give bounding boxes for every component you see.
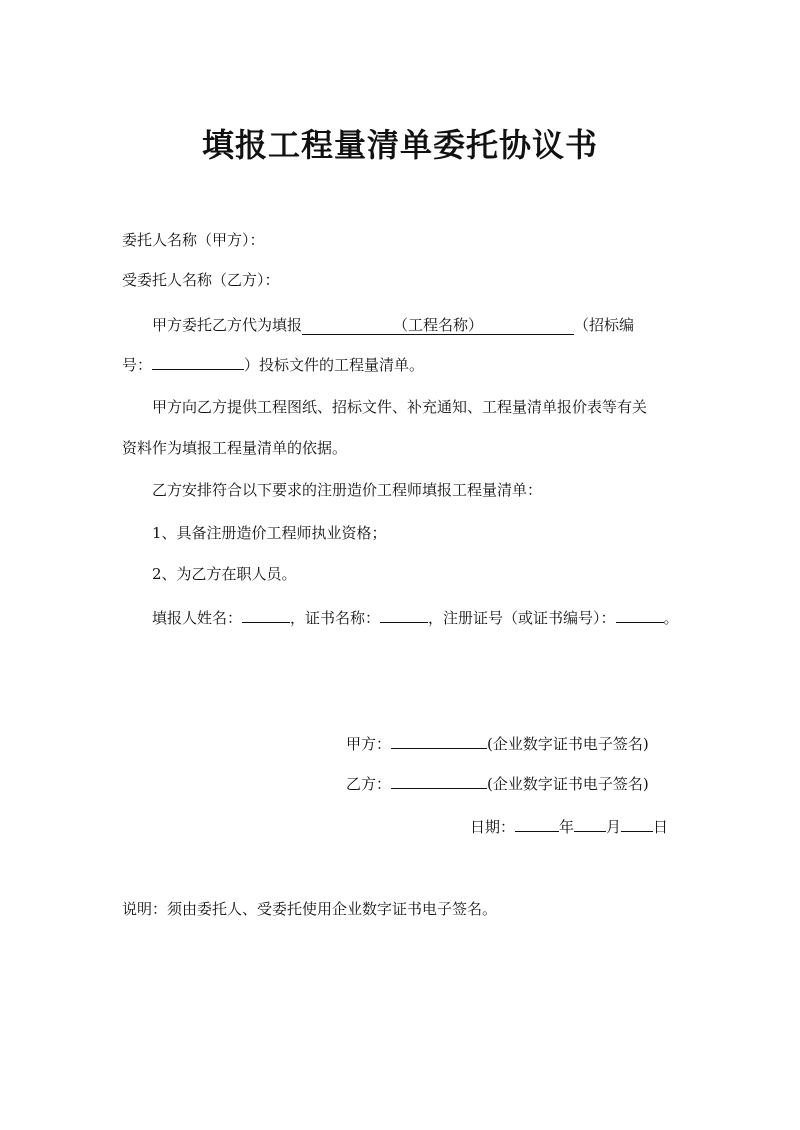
party-b-sign-note: (企业数字证书电子签名) bbox=[487, 775, 649, 793]
delegation-text: 甲方委托乙方代为填报 bbox=[152, 316, 303, 334]
number-label: 号： bbox=[122, 356, 153, 374]
note: 说明：须由委托人、受委托使用企业数字证书电子签名。 bbox=[122, 900, 498, 918]
cert-name-blank bbox=[380, 604, 428, 623]
party-a-label: 甲方： bbox=[346, 735, 392, 753]
reg-number-label: ，注册证号（或证书编号）： bbox=[428, 609, 616, 627]
party-b-blank bbox=[391, 770, 487, 789]
paragraph-materials-line1: 甲方向乙方提供工程图纸、招标文件、补充通知、工程量清单报价表等有关 bbox=[152, 398, 648, 416]
agent-label: 受委托人名称（乙方）： bbox=[122, 271, 280, 289]
filler-info-line bbox=[152, 604, 679, 630]
project-name-blank: （工程名称） bbox=[302, 316, 574, 335]
party-a-sign-note: (企业数字证书电子签名) bbox=[487, 735, 649, 753]
delegation-tail: ）投标文件的工程量清单。 bbox=[244, 356, 425, 374]
end-mark: 。 bbox=[663, 609, 679, 627]
filler-name-label: 填报人姓名： bbox=[152, 609, 243, 627]
day-blank bbox=[621, 813, 653, 832]
requirement-2: 2、为乙方在职人员。 bbox=[152, 565, 297, 583]
date-label: 日期： bbox=[470, 818, 516, 836]
document-title: 填报工程量清单委托协议书 bbox=[201, 126, 598, 164]
bid-number-label: （招标编 bbox=[574, 316, 635, 334]
year-label: 年 bbox=[559, 818, 575, 836]
filler-name-blank bbox=[242, 604, 290, 623]
reg-number-blank bbox=[616, 604, 664, 623]
month-label: 月 bbox=[606, 818, 622, 836]
paragraph-materials-line2: 资料作为填报工程量清单的依据。 bbox=[122, 439, 348, 457]
year-blank bbox=[515, 813, 559, 832]
date-line bbox=[470, 813, 668, 839]
party-b-signature bbox=[346, 770, 649, 796]
month-blank bbox=[574, 813, 606, 832]
paragraph-delegation bbox=[152, 313, 634, 337]
bid-number-blank bbox=[152, 351, 244, 370]
paragraph-delegation-continued bbox=[122, 351, 424, 377]
party-a-blank bbox=[391, 730, 487, 749]
cert-name-label: ，证书名称： bbox=[290, 609, 381, 627]
paragraph-requirements-intro: 乙方安排符合以下要求的注册造价工程师填报工程量清单： bbox=[152, 481, 543, 499]
requirement-1: 1、具备注册造价工程师执业资格； bbox=[152, 524, 387, 542]
party-b-label: 乙方： bbox=[346, 775, 392, 793]
party-a-signature bbox=[346, 730, 649, 756]
principal-label: 委托人名称（甲方）： bbox=[122, 231, 265, 249]
day-label: 日 bbox=[653, 818, 669, 836]
